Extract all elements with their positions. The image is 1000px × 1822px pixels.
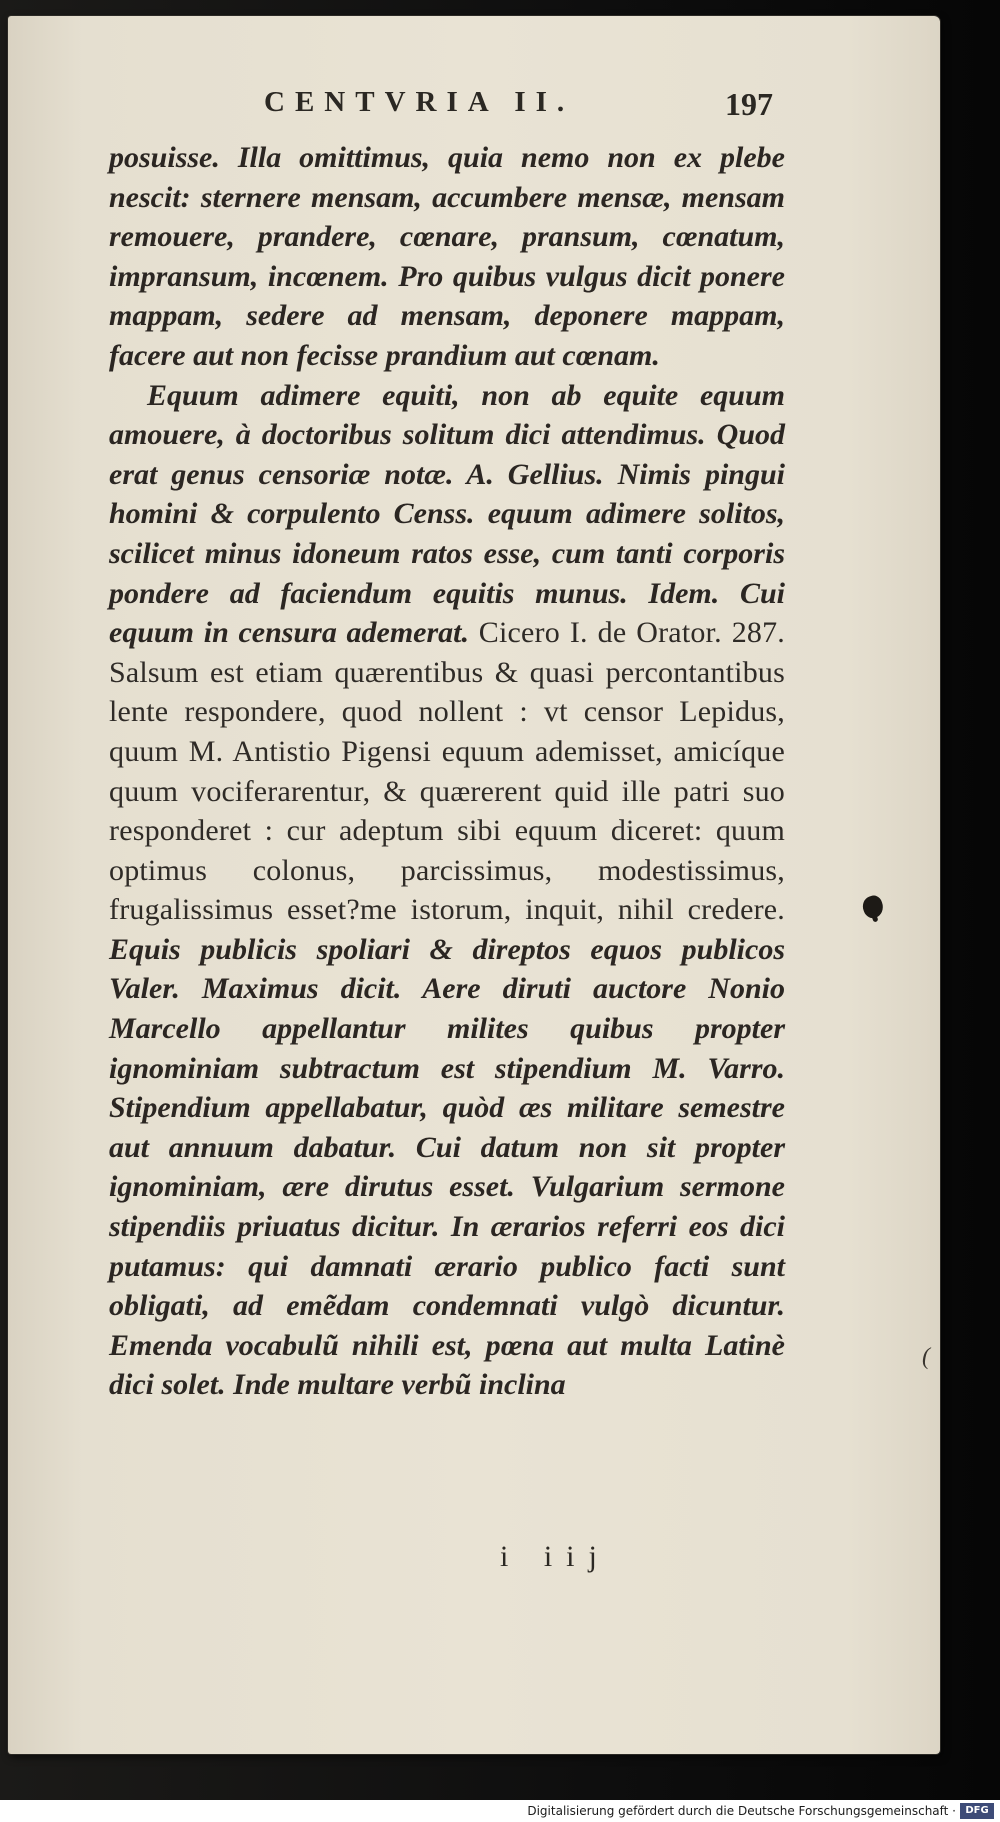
funding-credit: Digitalisierung gefördert durch die Deutsche Forschungsgemeinschaft · [527, 1804, 956, 1818]
paragraph-1-text: posuisse. Illa omittimus, quia nemo non ex plebe nescit: sternere mensam, accumbere mensæ, mensam remouere, prandere, cœnare, pransum, cœnatum, impransum, incœnem. Pro quibus vulgus dicit ponere mappam, sedere ad mensam, deponere mappam, facere aut non fecisse prandium aut cœnam. [109, 141, 785, 372]
margin-mark: ( [922, 1344, 930, 1370]
paragraph-2-italic-closing: Equis publicis spoliari & direptos equos publicos Valer. Maximus dicit. Aere diruti auctore Nonio Marcello appellantur milites quibus propter ignominiam subtractum est stipendium M. Varro. Stipendium appellabatur, quòd æs militare semestre aut annuum dabatur. Cui datum non sit propter ignominiam, ære dirutus esset. Vulgarium sermone stipendiis priuatus dicitur. In ærarios referri eos dici putamus: qui damnati ærario publico facti sunt obligati, ad emẽdam condemnati vulgò dicuntur. Emenda vocabulũ nihili est, pœna aut multa Latinè dici solet. Inde multare verbũ inclina [109, 932, 785, 1402]
page-body [109, 138, 785, 1405]
signature-mark: i iij [500, 1540, 611, 1573]
paragraph-1 [109, 138, 785, 376]
running-head: CENTVRIA II. [264, 86, 575, 118]
dfg-logo: DFG [960, 1803, 994, 1819]
book-page [8, 16, 940, 1754]
paragraph-2-italic-opening: Equum adimere equiti, non ab equite equum amouere, à doctoribus solitum dici attendimus. Quod erat genus censoriæ notæ. A. Gellius. Nimis pingui homini & corpulento Censs. equum adimere solitos, scilicet minus idoneum ratos esse, cum tanti corporis pondere ad faciendum equitis munus. Idem. Cui equum in censura ademerat. [109, 378, 785, 650]
page-number: 197 [725, 86, 773, 122]
cicero-quotation: Cicero I. de Orator. 287. Salsum est etiam quærentibus & quasi percontantibus lente respondere, quod nollent : vt censor Lepidus, quum M. Antistio Pigensi equum ademisset, amicíque quum vociferarentur, & quærerent quid ille patri suo responderet : cur adeptum sibi equum diceret: quum optimus colonus, parcissimus, modestissimus, frugalissimus esset?me istorum, inquit, nihil credere. [109, 616, 785, 927]
paragraph-2 [109, 376, 785, 1405]
